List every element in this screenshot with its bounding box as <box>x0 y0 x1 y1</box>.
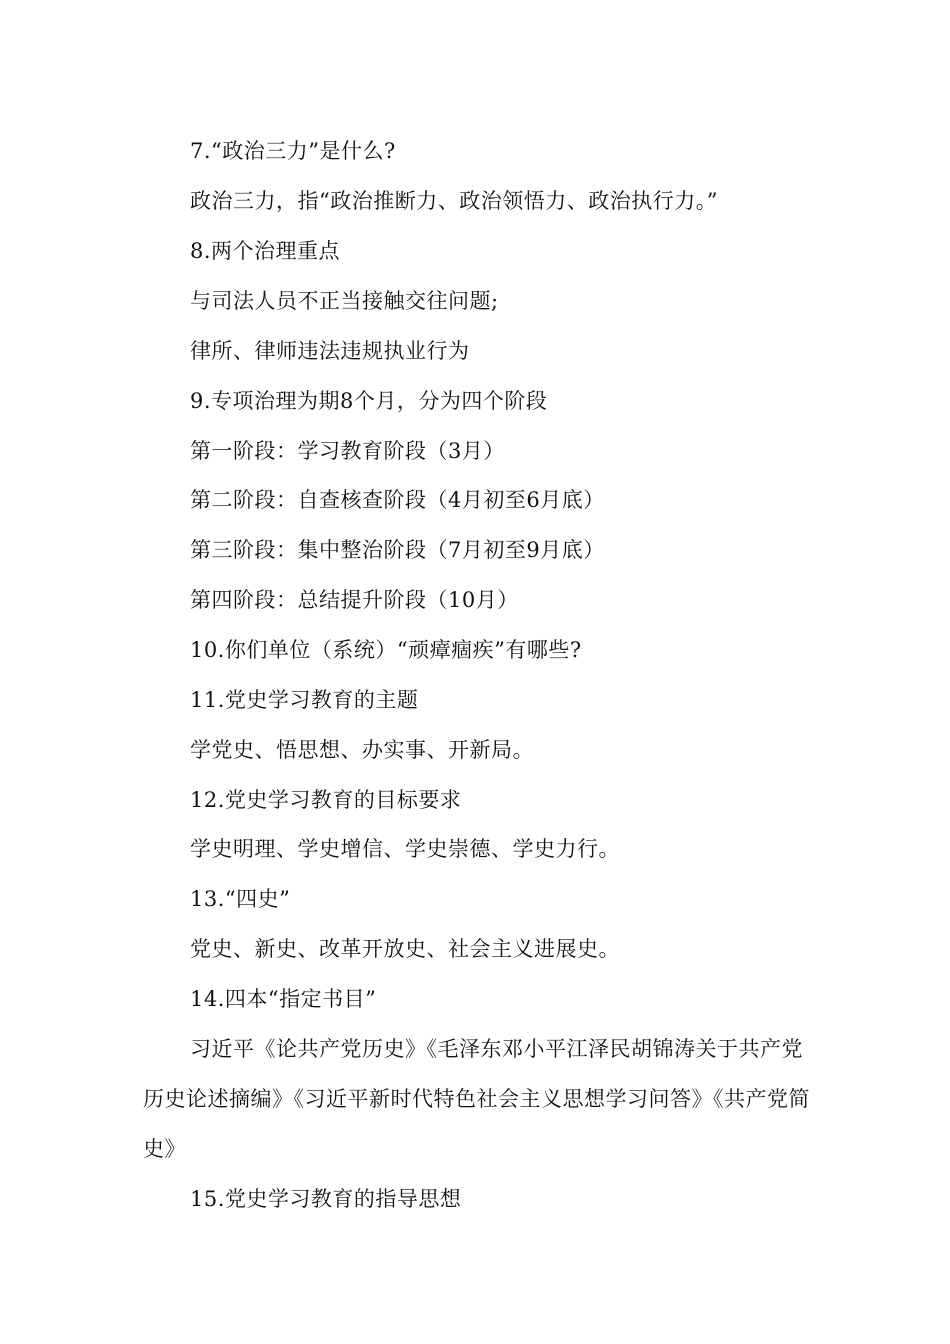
answer-13: 党史、新史、改革开放史、社会主义进展史。 <box>190 937 620 961</box>
question-11: 11.党史学习教育的主题 <box>190 688 419 712</box>
answer-7: 政治三力，指“政治推断力、政治领悟力、政治执行力。” <box>190 189 718 213</box>
answer-14-books: 习近平《论共产党历史》《毛泽东邓小平江泽民胡锦涛关于共产党历史论述摘编》《习近平新时代特色社会主义思想学习问答》《共产党简史》 <box>143 1037 810 1161</box>
answer-8-item-1: 与司法人员不正当接触交往问题; <box>190 289 499 313</box>
answer-11: 学党史、悟思想、办实事、开新局。 <box>190 738 534 762</box>
answer-8-item-2: 律所、律师违法违规执业行为 <box>190 339 470 363</box>
question-8: 8.两个治理重点 <box>190 239 341 263</box>
question-7: 7.“政治三力”是什么? <box>190 139 396 163</box>
stage-2: 第二阶段：自查核查阶段（4月初至6月底） <box>190 488 605 512</box>
question-9: 9.专项治理为期8个月，分为四个阶段 <box>190 389 548 413</box>
question-12: 12.党史学习教育的目标要求 <box>190 788 462 812</box>
question-13: 13.“四史” <box>190 887 291 911</box>
stage-4: 第四阶段：总结提升阶段（10月） <box>190 588 519 612</box>
question-15: 15.党史学习教育的指导思想 <box>190 1187 462 1211</box>
answer-12: 学史明理、学史增信、学史崇德、学史力行。 <box>190 837 620 861</box>
question-14: 14.四本“指定书目” <box>190 987 377 1011</box>
stage-1: 第一阶段：学习教育阶段（3月） <box>190 439 505 463</box>
question-10: 10.你们单位（系统）“顽瘴痼疾”有哪些? <box>190 638 582 662</box>
stage-3: 第三阶段：集中整治阶段（7月初至9月底） <box>190 538 605 562</box>
